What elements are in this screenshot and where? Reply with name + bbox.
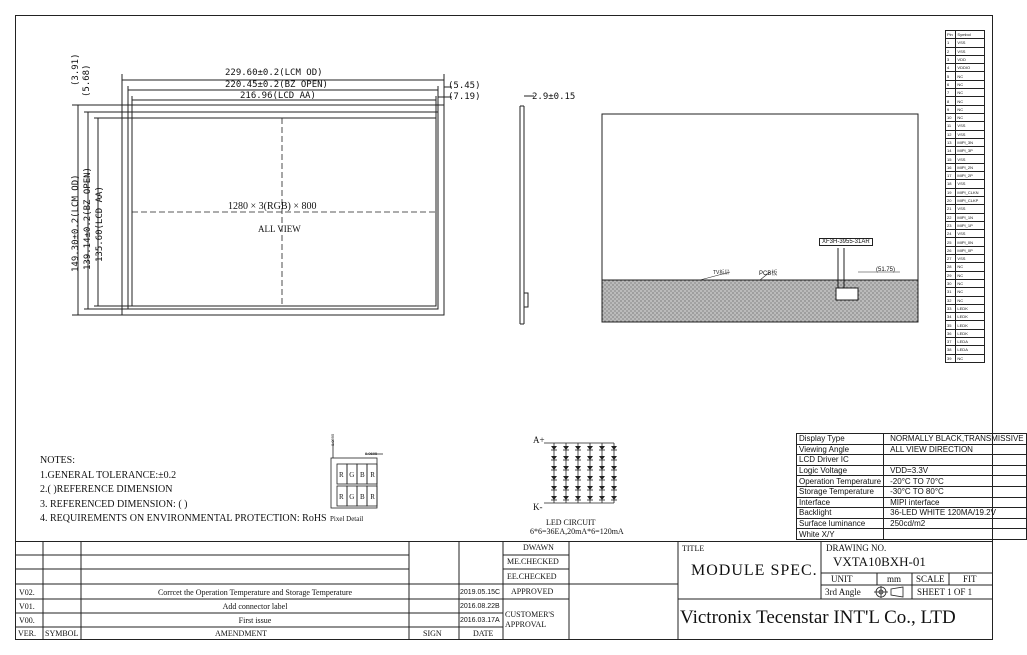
pin-symbol: LEDK <box>956 321 985 329</box>
notes-title: NOTES: <box>40 455 75 466</box>
spec-value: 250cd/m2 <box>884 518 1027 529</box>
pin-symbol: MIPI_1P <box>956 221 985 229</box>
pin-row <box>946 279 985 287</box>
pin-symbol: NC <box>956 89 985 97</box>
pin-row <box>946 80 985 88</box>
dim-right-2: (7.19) <box>448 92 481 102</box>
pin-row <box>946 180 985 188</box>
led-diode-icon <box>599 456 605 460</box>
pin-number: 18 <box>946 180 956 188</box>
spec-row <box>797 497 1027 508</box>
spec-row <box>797 508 1027 519</box>
spec-value: MIPI interface <box>884 497 1027 508</box>
pin-number: 35 <box>946 321 956 329</box>
pin-row <box>946 172 985 180</box>
pin-row <box>946 122 985 130</box>
title-block <box>15 541 993 640</box>
pin-number: 26 <box>946 246 956 254</box>
back-view-drawing <box>600 112 920 324</box>
rev-header-sign: SIGN <box>423 629 442 638</box>
pin-row <box>946 89 985 97</box>
spec-row <box>797 486 1027 497</box>
pin-number: 28 <box>946 263 956 271</box>
pin-number: 16 <box>946 163 956 171</box>
spec-value: VDD=3.3V <box>884 465 1027 476</box>
pin-symbol: MIPI_1N <box>956 213 985 221</box>
led-diode-icon <box>551 456 557 460</box>
pin-number: 12 <box>946 130 956 138</box>
pin-row <box>946 163 985 171</box>
pin-symbol: NC <box>956 72 985 80</box>
pin-row <box>946 354 985 362</box>
pin-row <box>946 97 985 105</box>
led-diode-icon <box>551 496 557 500</box>
pin-number: 31 <box>946 288 956 296</box>
spec-label: Backlight <box>797 508 884 519</box>
pin-row <box>946 138 985 146</box>
led-diode-icon <box>599 466 605 470</box>
pin-symbol: MIPI_0P <box>956 246 985 254</box>
led-diode-icon <box>575 466 581 470</box>
led-diode-icon <box>563 446 569 450</box>
pin-number: 9 <box>946 105 956 113</box>
pin-symbol: VSS <box>956 47 985 55</box>
pin-number: 32 <box>946 296 956 304</box>
resolution-label: 1280 × 3(RGB) × 800 <box>228 201 317 212</box>
pin-symbol: MIPI_0N <box>956 238 985 246</box>
spec-value: -30°C TO 80°C <box>884 486 1027 497</box>
pin-symbol: VSS <box>956 39 985 47</box>
spec-label: LCD Driver IC <box>797 455 884 466</box>
pin-row <box>946 313 985 321</box>
pin-row <box>946 263 985 271</box>
led-diode-icon <box>611 456 617 460</box>
pin-number: 25 <box>946 238 956 246</box>
angle-label: 3rd Angle <box>825 587 861 597</box>
pin-symbol: MIPI_CLKP <box>956 196 985 204</box>
title-label: TITLE <box>682 544 705 553</box>
pin-symbol: NC <box>956 80 985 88</box>
pin-row <box>946 155 985 163</box>
pin-symbol: VSS <box>956 180 985 188</box>
pcb-strip <box>602 280 918 322</box>
pin-row <box>946 47 985 55</box>
approved-label: APPROVED <box>511 587 554 596</box>
pin-row <box>946 105 985 113</box>
pin-number: 4 <box>946 64 956 72</box>
pin-row <box>946 213 985 221</box>
pin-number: 5 <box>946 72 956 80</box>
led-diode-icon <box>599 496 605 500</box>
spec-label: Operation Temperature <box>797 476 884 487</box>
led-diode-icon <box>563 486 569 490</box>
led-diode-icon <box>575 476 581 480</box>
pixel-detail-caption: Pixel Detail <box>330 515 364 523</box>
side-view-drawing <box>512 88 542 328</box>
pin-number: 20 <box>946 196 956 204</box>
pin-row <box>946 205 985 213</box>
pin-row <box>946 321 985 329</box>
pin-symbol: VSS <box>956 155 985 163</box>
dim-lcd-aa: 216.96(LCD AA) <box>240 91 316 101</box>
pin-number: 3 <box>946 55 956 63</box>
pin-row <box>946 188 985 196</box>
pin-number: 22 <box>946 213 956 221</box>
rev-header-date: DATE <box>473 629 494 638</box>
rev-ver-0: V02. <box>19 588 35 597</box>
led-diode-icon <box>551 486 557 490</box>
pin-row <box>946 346 985 354</box>
pin-number: 30 <box>946 279 956 287</box>
pin-symbol: VSS <box>956 255 985 263</box>
pin-symbol: NC <box>956 288 985 296</box>
led-diode-icon <box>611 486 617 490</box>
pixel-dim-side: 0.0695 <box>330 433 335 446</box>
pin-number: 37 <box>946 337 956 345</box>
pin-row <box>946 288 985 296</box>
ee-checked-label: EE.CHECKED <box>507 572 557 581</box>
spec-row <box>797 434 1027 445</box>
pixel-letters-row1: RGBR <box>339 471 381 479</box>
spec-row <box>797 455 1027 466</box>
thickness-dim: 2.9±0.15 <box>532 92 576 102</box>
rev-header-ver: VER. <box>18 629 36 638</box>
spec-label: Viewing Angle <box>797 444 884 455</box>
pin-symbol: NC <box>956 296 985 304</box>
led-diode-icon <box>599 446 605 450</box>
pin-number: 8 <box>946 97 956 105</box>
sheet-label: SHEET 1 OF 1 <box>917 587 973 597</box>
pin-row <box>946 130 985 138</box>
spec-value: 36-LED WHITE 120MA/19.2V <box>884 508 1027 519</box>
pin-symbol: LEDK <box>956 329 985 337</box>
pin-number: 24 <box>946 230 956 238</box>
led-anode-label: A+ <box>533 435 545 445</box>
pin-symbol: LEDA <box>956 346 985 354</box>
led-diode-icon <box>587 496 593 500</box>
pin-number: 19 <box>946 188 956 196</box>
pin-row <box>946 246 985 254</box>
led-circuit-drawing <box>540 435 630 515</box>
pin-number: 29 <box>946 271 956 279</box>
spec-value: ALL VIEW DIRECTION <box>884 444 1027 455</box>
led-diode-icon <box>563 496 569 500</box>
spec-label: Display Type <box>797 434 884 445</box>
pin-symbol: LEDK <box>956 313 985 321</box>
note-1: 1.GENERAL TOLERANCE:±0.2 <box>40 469 177 481</box>
spec-table <box>796 433 1027 540</box>
pin-symbol: Symbol <box>956 31 985 39</box>
pin-row <box>946 304 985 312</box>
pin-number: 7 <box>946 89 956 97</box>
drawn-label: DWAWN <box>523 543 554 552</box>
dim-v-lcd-aa: 135.60(LCD AA) <box>95 186 105 262</box>
pin-symbol: MIPI_3N <box>956 138 985 146</box>
spec-value: -20°C TO 70°C <box>884 476 1027 487</box>
pcb-label: PCB板 <box>759 271 778 277</box>
pin-number: 15 <box>946 155 956 163</box>
led-diode-icon <box>599 476 605 480</box>
led-diode-icon <box>563 456 569 460</box>
led-diode-icon <box>587 486 593 490</box>
spec-row <box>797 476 1027 487</box>
pin-symbol: VDD <box>956 55 985 63</box>
pin-symbol: NC <box>956 263 985 271</box>
led-cathode-label: K- <box>533 502 543 512</box>
pin-number: 23 <box>946 221 956 229</box>
pixel-letters-row2: RGBR <box>339 493 381 501</box>
unit-value: mm <box>887 574 902 584</box>
led-diode-icon <box>551 446 557 450</box>
led-diode-icon <box>563 476 569 480</box>
led-diode-icon <box>575 446 581 450</box>
led-diode-icon <box>611 446 617 450</box>
pin-row <box>946 39 985 47</box>
pin-table-header <box>946 31 985 39</box>
note-3: 3. REFERENCED DIMENSION: ( ) <box>40 498 188 510</box>
led-diode-icon <box>575 486 581 490</box>
led-diode-icon <box>599 486 605 490</box>
pin-row <box>946 72 985 80</box>
scale-value: FIT <box>963 574 977 584</box>
rev-date-2: 2016.03.17A <box>460 617 500 624</box>
pin-number: 6 <box>946 80 956 88</box>
pin-row <box>946 221 985 229</box>
spec-value <box>884 455 1027 466</box>
company-name: Victronix Tecenstar INT'L Co., LTD <box>680 607 956 628</box>
pin-symbol: MIPI_CLKN <box>956 188 985 196</box>
pin-symbol: LEDA <box>956 337 985 345</box>
spec-value <box>884 529 1027 540</box>
fpc-label: XF3H-3955-31AR <box>819 238 873 246</box>
pin-row <box>946 55 985 63</box>
dim-v-lcm-od: 149.30±0.2(LCM OD) <box>71 174 81 272</box>
pin-symbol: NC <box>956 354 985 362</box>
led-circuit-caption: LED CIRCUIT <box>546 518 596 527</box>
led-diode-icon <box>587 446 593 450</box>
pin-symbol: NC <box>956 97 985 105</box>
pin-number: 17 <box>946 172 956 180</box>
pin-row <box>946 230 985 238</box>
dim-left-2: (5.68) <box>82 64 92 97</box>
led-diode-icon <box>551 476 557 480</box>
spec-row <box>797 444 1027 455</box>
spec-row <box>797 518 1027 529</box>
rev-ver-2: V00. <box>19 616 35 625</box>
pin-row <box>946 147 985 155</box>
pixel-dim-top: 0.0695 <box>365 451 378 456</box>
pin-symbol: VSS <box>956 205 985 213</box>
led-diode-icon <box>575 456 581 460</box>
led-diode-icon <box>587 476 593 480</box>
spec-label: White X/Y <box>797 529 884 540</box>
note-2: 2.( )REFERENCE DIMENSION <box>40 484 173 495</box>
pin-symbol: MIPI_2N <box>956 163 985 171</box>
view-label: ALL VIEW <box>258 224 301 234</box>
rev-header-symbol: SYMBOL <box>45 629 79 638</box>
me-checked-label: ME.CHECKED <box>507 557 559 566</box>
led-diode-icon <box>587 456 593 460</box>
led-diode-icon <box>587 466 593 470</box>
pin-symbol: MIPI_2P <box>956 172 985 180</box>
pin-number: 39 <box>946 354 956 362</box>
pin-row <box>946 255 985 263</box>
pin-symbol: VSS <box>956 122 985 130</box>
rev-header-amendment: AMENDMENT <box>215 629 267 638</box>
pin-number: 36 <box>946 329 956 337</box>
rev-amendment-0: Corrcet the Operation Temperature and Storage Temperature <box>157 588 353 597</box>
pin-row <box>946 329 985 337</box>
dim-lcm-od: 229.60±0.2(LCM OD) <box>225 68 323 78</box>
title-value: MODULE SPEC. <box>691 562 818 579</box>
rev-date-1: 2016.08.22B <box>460 603 500 610</box>
pin-number: 1 <box>946 39 956 47</box>
pin-row <box>946 113 985 121</box>
rev-ver-1: V01. <box>19 602 35 611</box>
dim-bz-open: 220.45±0.2(BZ OPEN) <box>225 80 328 90</box>
projection-symbol-icon <box>873 586 907 598</box>
unit-label: UNIT <box>831 574 853 584</box>
pin-number: 2 <box>946 47 956 55</box>
pin-number: 11 <box>946 122 956 130</box>
pin-row <box>946 271 985 279</box>
pin-symbol: LEDK <box>956 304 985 312</box>
spec-label: Logic Voltage <box>797 465 884 476</box>
pin-number: Pin <box>946 31 956 39</box>
dim-left-1: (3.91) <box>71 53 81 86</box>
led-diode-icon <box>611 466 617 470</box>
spec-label: Interface <box>797 497 884 508</box>
led-diode-icon <box>575 496 581 500</box>
rev-amendment-2: First issue <box>238 616 272 625</box>
spec-value: NORMALLY BLACK,TRANSMISSIVE <box>884 434 1027 445</box>
dim-51: (51.75) <box>876 267 896 273</box>
led-diode-icon <box>611 496 617 500</box>
pin-symbol: NC <box>956 271 985 279</box>
pin-row <box>946 238 985 246</box>
pin-symbol: VSS <box>956 130 985 138</box>
spec-row <box>797 465 1027 476</box>
pin-number: 34 <box>946 313 956 321</box>
pin-table <box>945 30 985 363</box>
pin-number: 33 <box>946 304 956 312</box>
pin-number: 27 <box>946 255 956 263</box>
rev-amendment-1: Add connector label <box>222 602 288 611</box>
spec-row <box>797 529 1027 540</box>
chip-label: TV板层 <box>713 270 730 276</box>
pin-number: 38 <box>946 346 956 354</box>
pin-row <box>946 337 985 345</box>
pin-row <box>946 64 985 72</box>
note-4: 4. REQUIREMENTS ON ENVIRONMENTAL PROTECTION: RoHS <box>40 513 327 524</box>
spec-label: Surface luminance <box>797 518 884 529</box>
pin-row <box>946 196 985 204</box>
pin-number: 10 <box>946 113 956 121</box>
led-diode-icon <box>551 466 557 470</box>
led-diode-icon <box>611 476 617 480</box>
pin-symbol: NC <box>956 279 985 287</box>
pin-number: 13 <box>946 138 956 146</box>
customer-label: CUSTOMER'S <box>505 610 555 619</box>
notes-block <box>40 454 327 527</box>
scale-label: SCALE <box>916 574 945 584</box>
pin-row <box>946 296 985 304</box>
led-circuit-formula: 6*6=36EA,20mA*6=120mA <box>530 527 624 536</box>
pin-number: 14 <box>946 147 956 155</box>
dim-right-1: (5.45) <box>448 81 481 91</box>
dim-v-bz-open: 139.14±0.2(BZ OPEN) <box>83 167 93 270</box>
rev-date-0: 2019.05.15C <box>460 589 501 596</box>
pin-symbol: NC <box>956 105 985 113</box>
drawing-no-value: VXTA10BXH-01 <box>833 554 926 569</box>
led-diode-icon <box>563 466 569 470</box>
pin-symbol: MIPI_3P <box>956 147 985 155</box>
spec-label: Storage Temperature <box>797 486 884 497</box>
pin-number: 21 <box>946 205 956 213</box>
pin-symbol: VDDIO <box>956 64 985 72</box>
pin-symbol: NC <box>956 113 985 121</box>
customer-approval-label: APPROVAL <box>505 620 547 629</box>
drawing-no-label: DRAWING NO. <box>826 543 887 553</box>
pin-symbol: VSS <box>956 230 985 238</box>
